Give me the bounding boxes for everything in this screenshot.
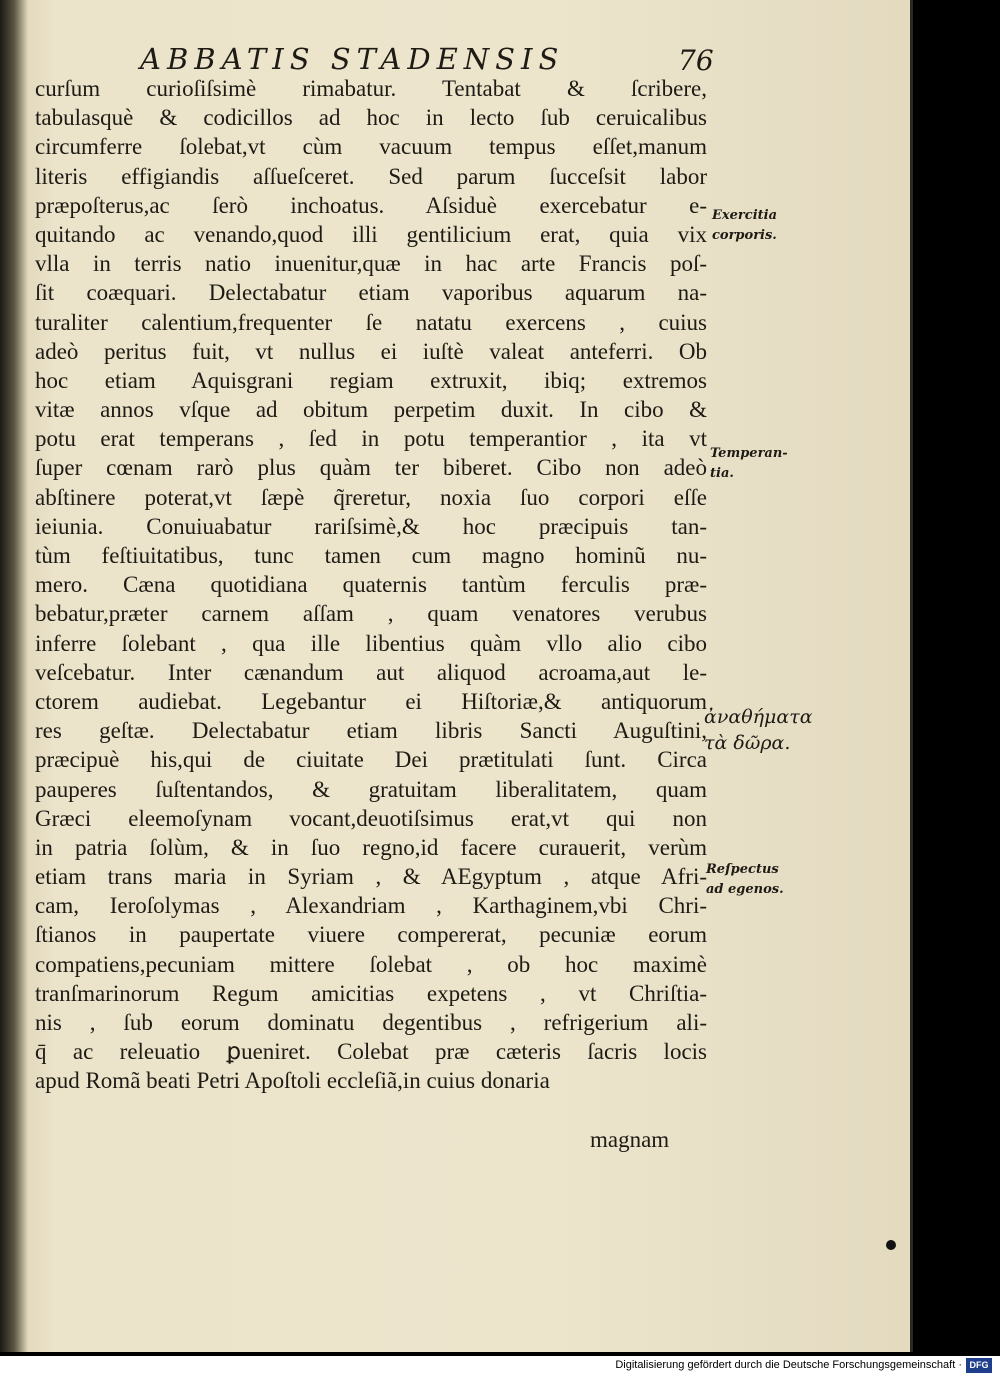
text-line: vitæ annos vſque ad obitum perpetim duxit. In cibo &: [35, 397, 707, 423]
text-line: tabulasquè & codicillos ad hoc in lecto ſub ceruicalibus: [35, 105, 707, 131]
page-edge: [910, 0, 913, 1352]
text-line: quitando ac venando,quod illi gentilicium erat, quia vix: [35, 221, 707, 247]
marginal-line: corporis.: [712, 228, 777, 243]
text-line: in patria ſolùm, & in ſuo regno,id facere curauerit, verùm: [35, 834, 707, 860]
text-line: circumferre ſolebat,vt cùm vacuum tempus eſſet,manum: [35, 134, 707, 160]
marginal-note-exercitia: [712, 206, 777, 246]
text-line: præcipuè his,qui de ciuitate Dei prætitulati ſunt. Circa: [35, 747, 707, 773]
text-line: cam, Ieroſolymas , Alexandriam , Karthaginem,vbi Chri-: [35, 893, 707, 919]
text-line: turaliter calentium,frequenter ſe natatu exercens , cuius: [35, 309, 707, 335]
text-line: pauperes ſuſtentandos, & gratuitam liberalitatem, quam: [35, 776, 707, 802]
text-line: mero. Cæna quotidiana quaternis tantùm ferculis præ-: [35, 572, 707, 598]
text-line: ctorem audiebat. Legebantur ei Hiſtoriæ,& antiquorum: [35, 688, 707, 714]
text-line: adeò peritus fuit, vt nullus ei iuſtè valeat anteferri. Ob: [35, 338, 707, 364]
marginal-line: ἀναθήματα: [704, 706, 813, 728]
text-line: q̄ ac releuatio ꝑueniret. Colebat præ cæteris ſacris locis: [35, 1039, 707, 1065]
text-line: vlla in terris natio inuenitur,quæ in hac arte Francis poſ-: [35, 251, 707, 277]
marginal-line: Temperan-: [710, 446, 788, 461]
text-line: ſtianos in paupertate viuere compererat, pecuniæ eorum: [35, 922, 707, 948]
text-line: etiam trans maria in Syriam , & AEgyptum , atque Afri-: [35, 864, 707, 890]
marginal-line: Reſpectus: [706, 862, 779, 877]
marginal-note-temperantia: [710, 444, 788, 484]
marginal-line: τὰ δῶρα.: [704, 732, 791, 754]
marginal-line: ad egenos.: [706, 882, 784, 897]
footer-bar: [0, 1356, 1000, 1378]
text-line: abſtinere poterat,vt ſæpè q̃reretur, noxia ſuo corpori eſſe: [35, 484, 707, 510]
text-line: apud Romã beati Petri Apoſtoli eccleſiã,in cuius donaria: [35, 1068, 550, 1094]
text-line: Græci eleemoſynam vocant,deuotiſsimus erat,vt qui non: [35, 805, 707, 831]
text-line: bebatur,præter carnem aſſam , quam venatores verubus: [35, 601, 707, 627]
page-number: 76: [678, 44, 714, 77]
funding-credit: Digitalisierung gefördert durch die Deutsche Forschungsgemeinschaft ·: [615, 1359, 962, 1371]
text-line: compatiens,pecuniam mittere ſolebat , ob hoc maximè: [35, 951, 707, 977]
text-line: tranſmarinorum Regum amicitias expetens , vt Chriſtia-: [35, 980, 707, 1006]
text-line: præpoſterus,ac ſerò inchoatus. Aſsiduè exercebatur e-: [35, 192, 707, 218]
text-line: nis , ſub eorum dominatu degentibus , refrigerium ali-: [35, 1010, 707, 1035]
marginal-note-greek: [704, 704, 813, 756]
text-line: literis effigiandis aſſueſceret. Sed parum ſucceſsit labor: [35, 163, 707, 189]
text-line: ſuper cœnam rarò plus quàm ter biberet. Cibo non adeò: [35, 455, 707, 481]
running-head: ABBATIS STADENSIS: [140, 42, 565, 76]
dfg-logo-icon: DFG: [966, 1358, 992, 1373]
marginal-line: Exercitia: [712, 208, 777, 223]
text-line: veſcebatur. Inter cænandum aut aliquod acroama,aut le-: [35, 659, 707, 685]
text-line: res geſtæ. Delectabatur etiam libris Sancti Auguſtini,: [35, 718, 707, 744]
text-line: tùm feſtiuitatibus, tunc tamen cum magno hominũ nu-: [35, 543, 707, 568]
text-line: ieiunia. Conuiuabatur rariſsimè,& hoc præcipuis tan-: [35, 513, 707, 539]
marginal-line: tia.: [710, 466, 734, 481]
text-line: hoc etiam Aquisgrani regiam extruxit, ibiq; extremos: [35, 367, 707, 393]
spine-shadow: [0, 0, 28, 1352]
text-line: ſit coæquari. Delectabatur etiam vaporibus aquarum na-: [35, 280, 707, 306]
ink-spot: [886, 1240, 896, 1250]
text-line: curſum curioſiſsimè rimabatur. Tentabat & ſcribere,: [35, 76, 707, 101]
text-line: inferre ſolebant , qua ille libentius quàm vllo alio cibo: [35, 630, 707, 656]
catchword: magnam: [590, 1127, 670, 1152]
marginal-note-respectus: [706, 860, 784, 900]
text-line: potu erat temperans , ſed in potu temperantior , ita vt: [35, 426, 707, 452]
body-text: [35, 74, 707, 1096]
